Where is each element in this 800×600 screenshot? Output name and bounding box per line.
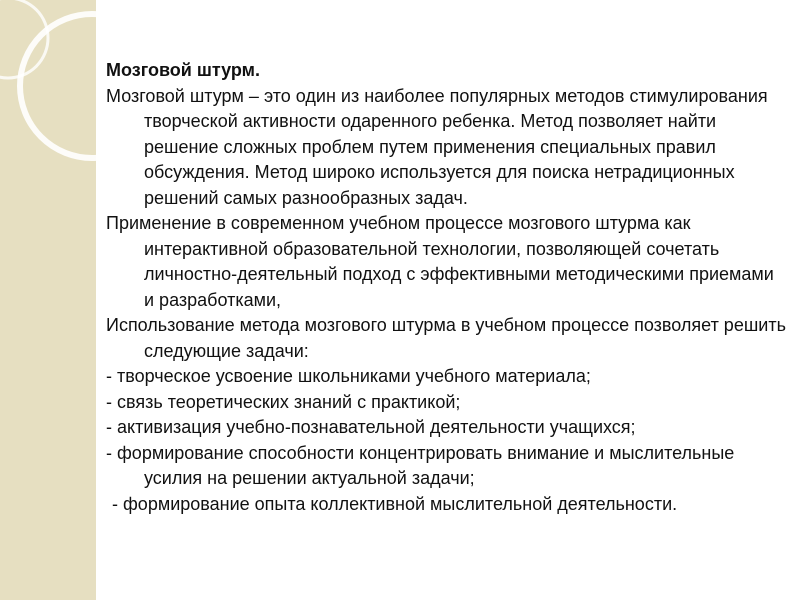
list-item-task-5: - формирование опыта коллективной мыслительной деятельности.	[112, 493, 678, 514]
slide-heading: Мозговой штурм.	[106, 60, 260, 80]
list-item-task-4: - формирование способности концентрировать внимание и мыслительные усилия на решении актуальной задачи;	[106, 442, 735, 488]
decorative-side-panel	[0, 0, 96, 600]
list-item-task-3: - активизация учебно-познавательной деятельности учащихся;	[106, 417, 636, 437]
paragraph-application: Применение в современном учебном процессе мозгового штурма как интерактивной образовательной технологии, позволяющей сочетать личностно-деятельный подход с эффективными методическими приемами и разработками,	[106, 213, 774, 310]
large-ring	[20, 14, 96, 158]
decorative-rings-icon	[0, 0, 96, 600]
list-item-task-1: - творческое усвоение школьниками учебного материала;	[106, 366, 591, 386]
paragraph-usage: Использование метода мозгового штурма в учебном процессе позволяет решить следующие задачи:	[106, 315, 786, 361]
list-item-task-2: - связь теоретических знаний с практикой;	[106, 391, 461, 412]
slide-content	[106, 58, 786, 517]
paragraph-definition: Мозговой штурм – это один из наиболее популярных методов стимулирования творческой активности одаренного ребенка. Метод позволяет найти решение сложных проблем путем применения специальных правил обсуждения. Метод широко используется для поиска нетрадиционных решений самых разнообразных задач.	[106, 85, 768, 208]
